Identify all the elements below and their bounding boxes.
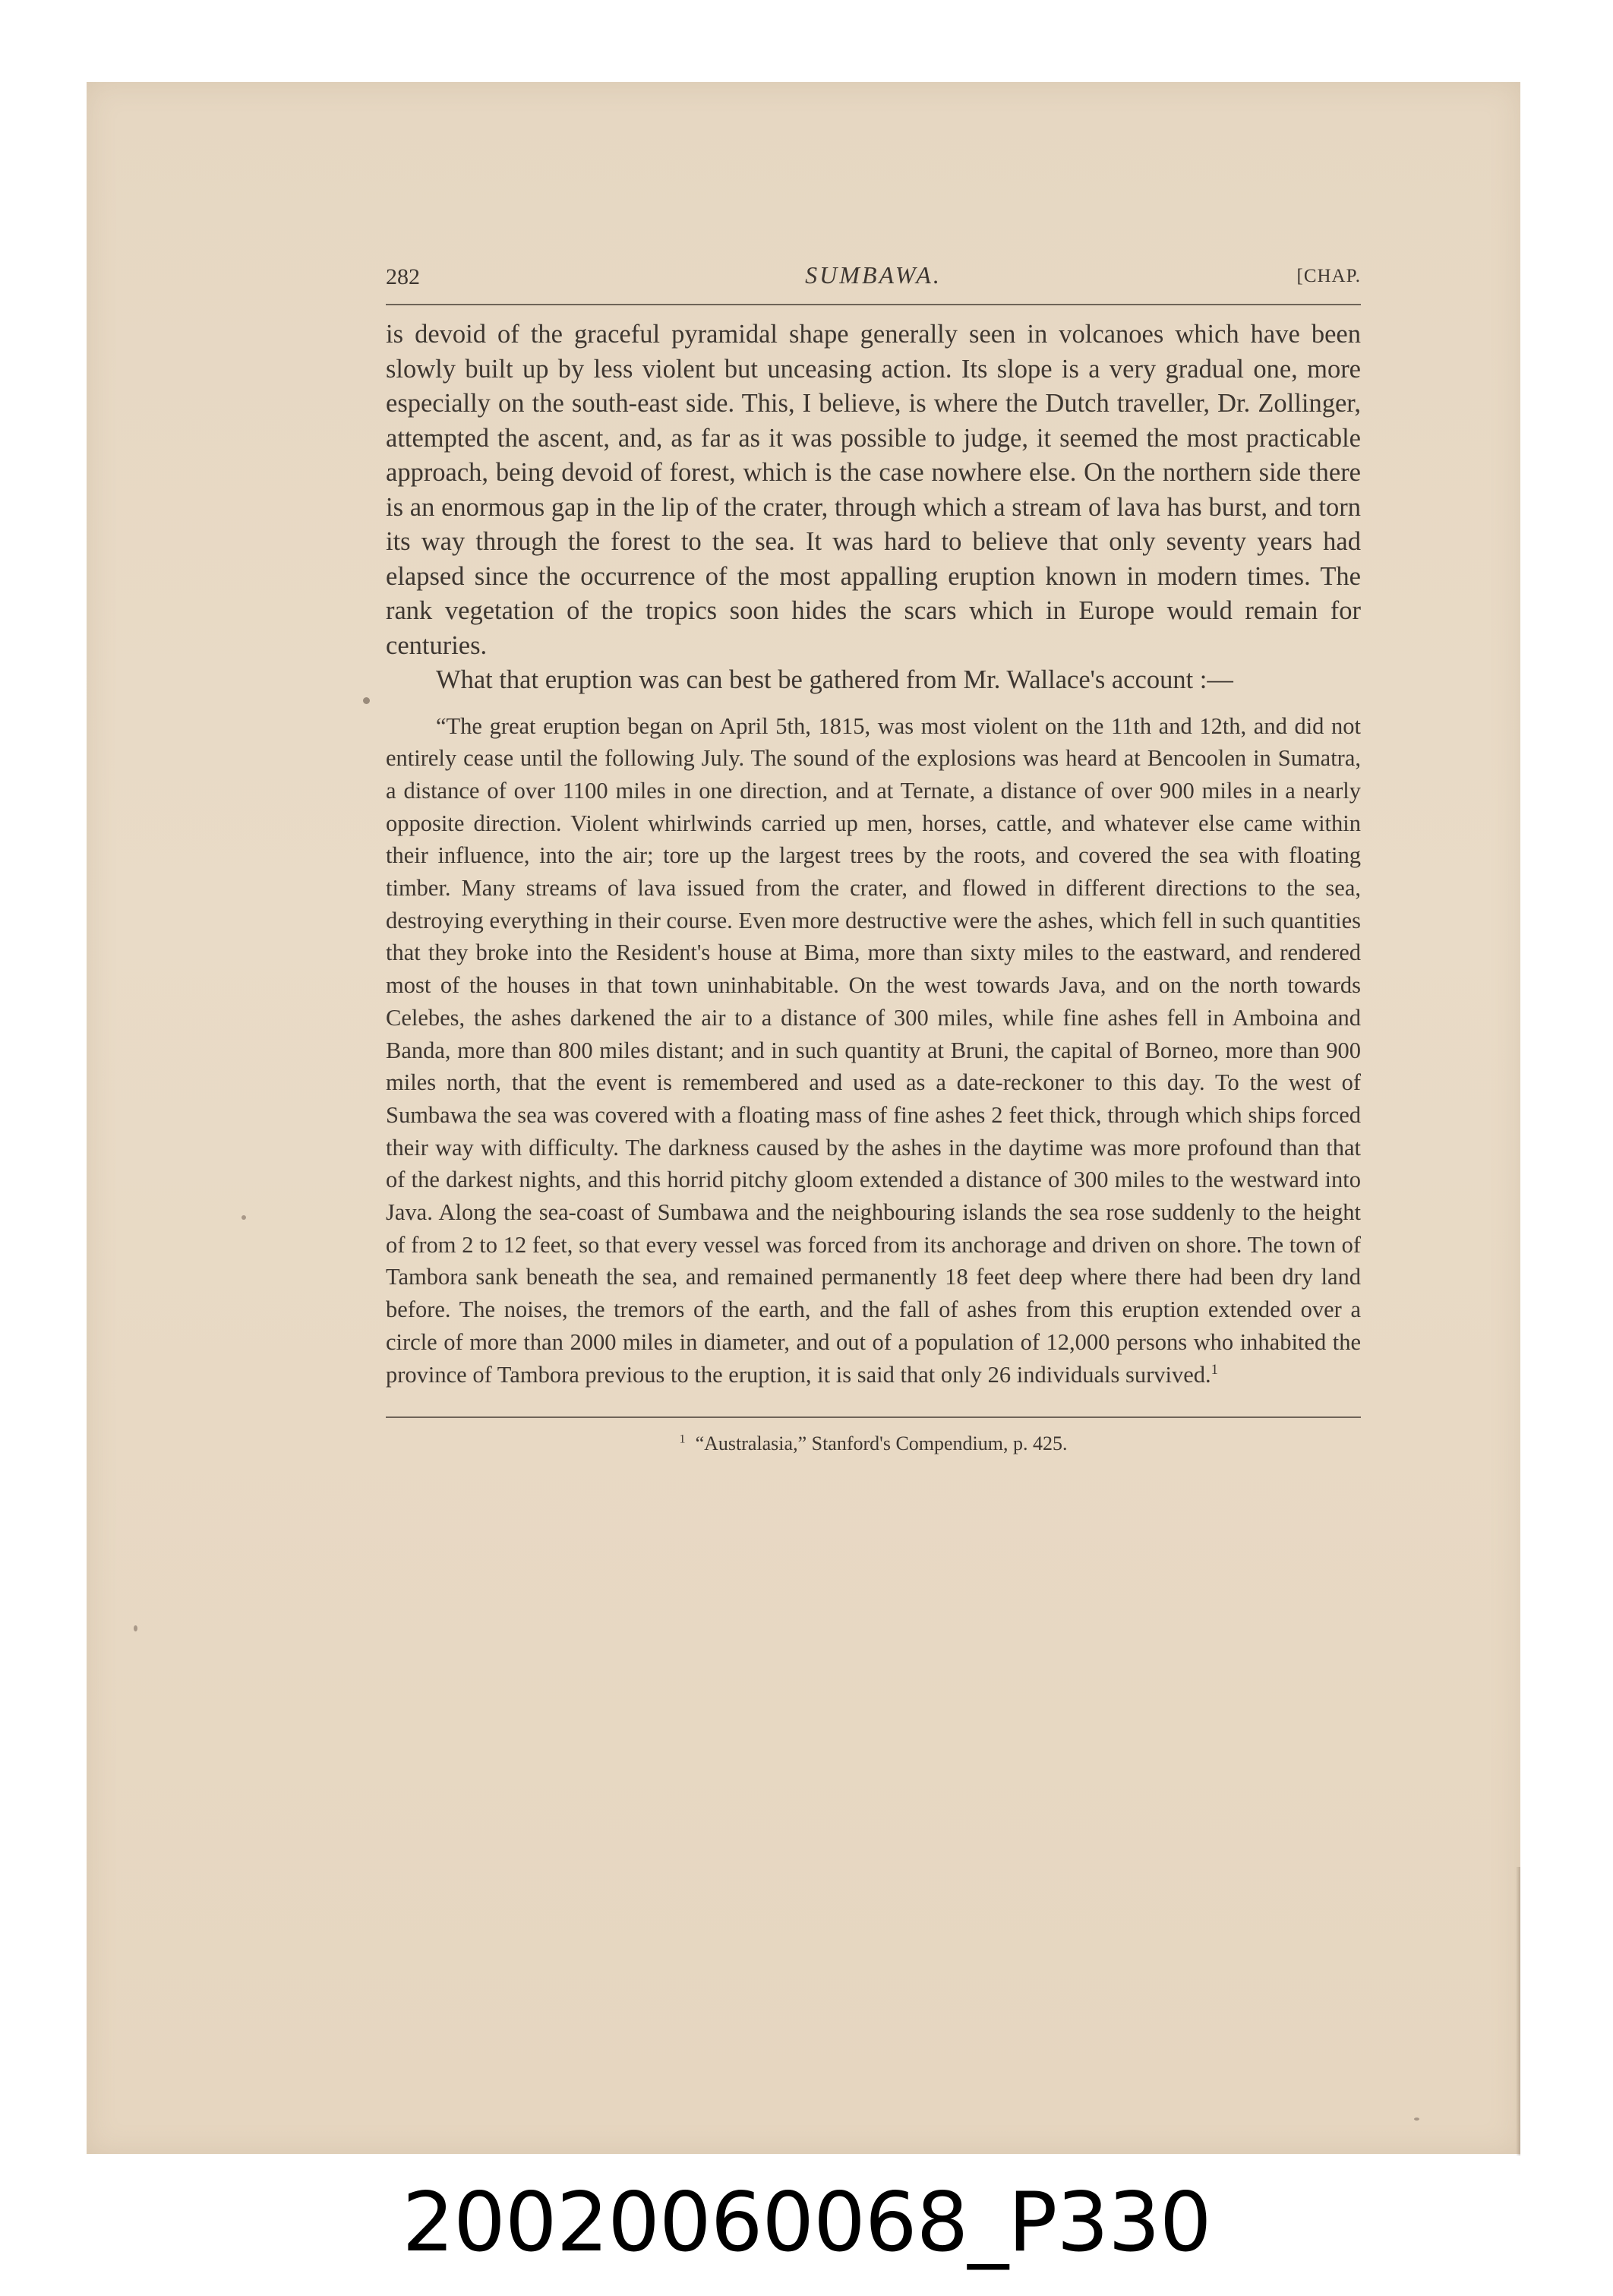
page-number: 282 [386, 264, 420, 289]
paper-speck [1414, 2118, 1419, 2121]
paper-speck [134, 1625, 137, 1631]
running-head [386, 258, 1361, 296]
footnote-rule [386, 1416, 1361, 1418]
running-title: SUMBAWA. [805, 261, 942, 289]
footnote [386, 1430, 1361, 1458]
header-rule [386, 304, 1361, 305]
page-body [386, 258, 1361, 1458]
footnote-text: “Australasia,” Stanford's Compendium, p. 425. [695, 1432, 1068, 1455]
footnote-mark: 1 [679, 1432, 686, 1446]
body-paragraph-1: is devoid of the graceful pyramidal shape generally seen in volcanoes which have been slowly built up by less violent but unceasing action. Its slope is a very gradual one, more especially on the south-east side. This, I believe, is where the Dutch traveller, Dr. Zollinger, attempted the ascent, and, as far as it was possible to judge, it seemed the most practicable approach, being devoid of forest, which is the case nowhere else. On the northern side there is an enormous gap in the lip of the crater, through which a stream of lava has burst, and torn its way through the forest to the sea. It was hard to believe that only seventy years had elapsed since the occurrence of the most appalling eruption known in modern times. The rank vegetation of the tropics soon hides the scars which in Europe would remain for centuries. [386, 320, 1361, 660]
chapter-label: [CHAP. [1296, 266, 1361, 286]
wallace-quotation [386, 710, 1361, 1391]
paper-speck [241, 1215, 246, 1220]
footnote-reference: 1 [1211, 1361, 1219, 1378]
margin-mark [363, 697, 370, 704]
page-edge-shadow [1516, 1867, 1520, 2155]
quotation-text: “The great eruption began on April 5th, 1815, was most violent on the 11th and 12th, and did not entirely cease until the following July. The sound of the explosions was heard at Bencoolen in Sumatra, a distance of over 1100 miles in one direction, and at Ternate, a distance of over 900 miles in a nearly opposite direction. Violent whirlwinds carried up men, horses, cattle, and whatever else came within their influence, into the air; tore up the largest trees by the roots, and covered the sea with floating timber. Many streams of lava issued from the crater, and flowed in different directions to the sea, destroying everything in their course. Even more destructive were the ashes, which fell in such quantities that they broke into the Resident's house at Bima, more than sixty miles to the eastward, and rendered most of the houses in that town uninhabitable. On the west towards Java, and on the north towards Celebes, the ashes darkened the air to a distance of 300 miles, while fine ashes fell in Amboina and Banda, more than 800 miles distant; and in such quantity at Bruni, the capital of Borneo, more than 900 miles north, that the event is remembered and used as a date-reckoner to this day. To the west of Sumbawa the sea was covered with a floating mass of fine ashes 2 feet thick, through which ships forced their way with difficulty. The darkness caused by the ashes in the daytime was more profound than that of the darkest nights, and this horrid pitchy gloom extended a distance of 300 miles to the westward into Java. Along the sea-coast of Sumbawa and the neighbouring islands the sea rose suddenly to the height of from 2 to 12 feet, so that every vessel was forced from its anchorage and driven on shore. The town of Tambora sank beneath the sea, and remained permanently 18 feet deep where there had been dry land before. The noises, the tremors of the earth, and the fall of ashes from this eruption extended over a circle of more than 2000 miles in diameter, and out of a population of 12,000 persons who inhabited the province of Tambora previous to the eruption, it is said that only 26 individuals survived. [386, 712, 1361, 1388]
body-paragraph-2: What that eruption was can best be gathered from Mr. Wallace's account :— [436, 665, 1233, 694]
archive-id-label: 20020060068_P330 [402, 2175, 1211, 2270]
